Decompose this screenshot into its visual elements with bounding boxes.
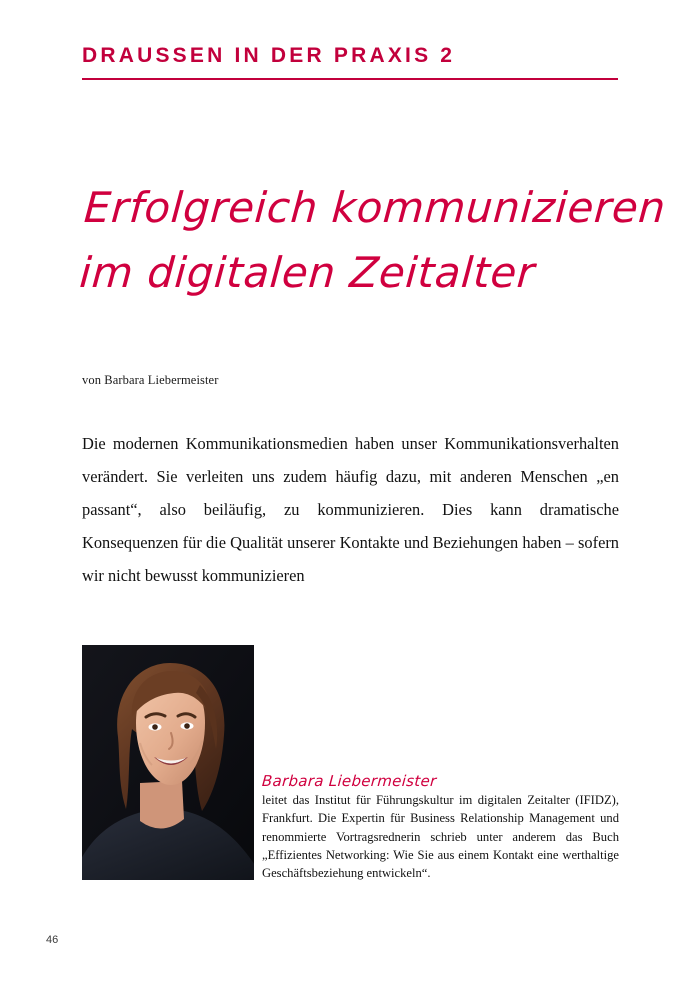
page-title-line-1: Erfolgreich kommunizieren bbox=[82, 183, 668, 233]
section-header bbox=[82, 44, 618, 80]
author-name: Barbara Liebermeister bbox=[261, 772, 438, 790]
author-bio: leitet das Institut für Führungskultur im digitalen Zeitalter (IFIDZ), Frankfurt. Die Expertin für Business Relationship Management und renommierte Vortragsrednerin schrieb unter anderem das Buch „Effizientes Networking: Wie Sie aus einem Kontakt eine werthaltige Geschäftsbeziehung entwickeln“. bbox=[262, 793, 619, 880]
section-kicker: DRAUSSEN IN DER PRAXIS 2 bbox=[82, 44, 456, 67]
page-title bbox=[78, 176, 667, 304]
author-bio-block bbox=[262, 772, 619, 882]
page-number: 46 bbox=[46, 934, 59, 946]
header-divider bbox=[82, 78, 618, 80]
page-title-line-2: im digitalen Zeitalter bbox=[78, 248, 537, 298]
portrait-image bbox=[82, 645, 254, 880]
author-photo bbox=[82, 645, 254, 880]
byline: von Barbara Liebermeister bbox=[82, 373, 219, 387]
lead-paragraph: Die modernen Kommunikationsmedien haben unser Kommunikationsverhalten verändert. Sie verleiten uns zudem häufig dazu, mit anderen Menschen „en passant“, also beiläufig, zu kommunizieren. Dies kann dramatische Konsequenzen für die Qualität unserer Kontakte und Beziehungen haben – sofern wir nicht bewusst kommunizieren bbox=[82, 434, 619, 585]
